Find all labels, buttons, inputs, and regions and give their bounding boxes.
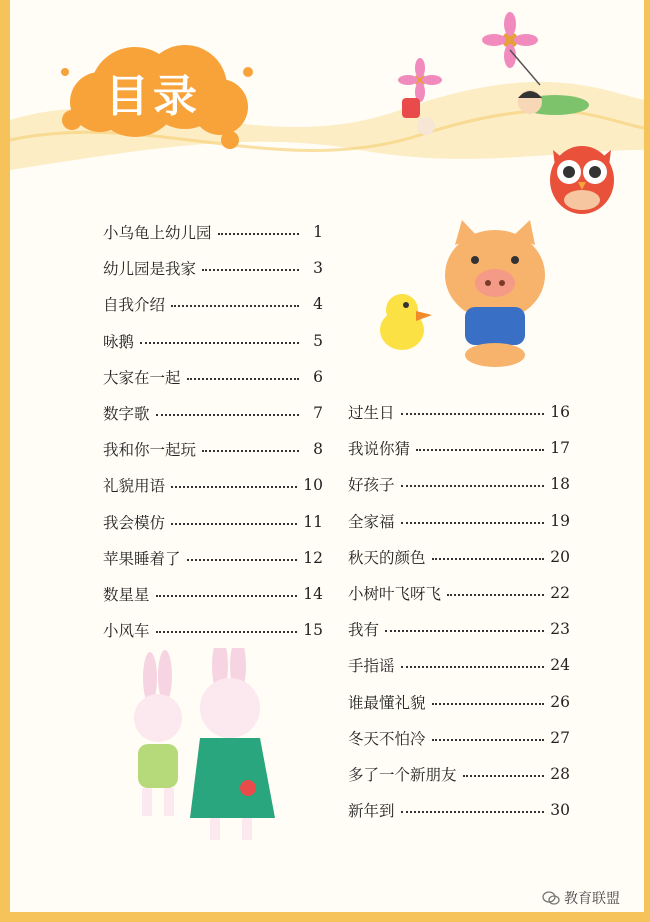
toc-entry-page: 4 bbox=[313, 295, 323, 314]
dot-leader bbox=[156, 595, 298, 597]
toc-entry-page: 11 bbox=[303, 512, 323, 531]
dot-leader bbox=[432, 703, 545, 705]
toc-entry-page: 27 bbox=[550, 728, 570, 747]
flower-icon bbox=[482, 12, 538, 68]
toc-entry bbox=[348, 507, 570, 535]
toc-entry bbox=[348, 796, 570, 824]
toc-entry-title: 小乌龟上幼儿园 bbox=[103, 224, 212, 242]
toc-entry bbox=[103, 435, 323, 463]
toc-entry-title: 新年到 bbox=[348, 802, 395, 821]
toc-entry-title: 谁最懂礼貌 bbox=[348, 693, 426, 712]
toc-entry-title: 自我介绍 bbox=[103, 296, 166, 315]
toc-entry-page: 8 bbox=[313, 440, 323, 459]
title-badge bbox=[60, 32, 260, 152]
toc-entry-title: 小树叶飞呀飞 bbox=[348, 585, 442, 603]
toc-entry bbox=[348, 724, 570, 752]
toc-entry bbox=[348, 688, 570, 716]
toc-entry-title: 冬天不怕冷 bbox=[348, 729, 426, 748]
toc-entry-page: 19 bbox=[550, 511, 570, 530]
toc-entry bbox=[348, 398, 570, 426]
rabbits-illustration bbox=[120, 648, 300, 848]
toc-entry-title: 小风车 bbox=[103, 622, 150, 641]
dot-leader bbox=[171, 486, 297, 488]
dot-leader bbox=[171, 523, 297, 525]
toc-entry-title: 我会模仿 bbox=[103, 513, 166, 532]
dot-leader bbox=[140, 342, 299, 344]
toc-entry bbox=[103, 399, 323, 427]
toc-entry bbox=[103, 290, 323, 318]
toc-entry bbox=[348, 543, 570, 571]
dot-leader bbox=[447, 594, 544, 596]
toc-entry-title: 苹果睡着了 bbox=[103, 549, 181, 568]
toc-entry-page: 12 bbox=[303, 548, 323, 567]
toc-entry-title: 手指谣 bbox=[348, 657, 395, 676]
flower-icon bbox=[398, 58, 442, 102]
dot-leader bbox=[202, 269, 299, 271]
toc-entry-title: 过生日 bbox=[348, 404, 395, 422]
dot-leader bbox=[401, 666, 545, 668]
toc-entry-page: 14 bbox=[303, 585, 323, 603]
toc-entry-title: 多了一个新朋友 bbox=[348, 766, 457, 784]
dot-leader bbox=[416, 449, 544, 451]
toc-entry bbox=[103, 218, 323, 246]
toc-entry bbox=[103, 254, 323, 282]
toc-entry-page: 22 bbox=[550, 584, 570, 602]
toc-entry-page: 17 bbox=[550, 439, 570, 458]
toc-entry-page: 10 bbox=[303, 476, 323, 495]
dot-leader bbox=[156, 414, 299, 416]
dot-leader bbox=[187, 378, 299, 380]
toc-entry-page: 3 bbox=[313, 259, 323, 278]
toc-entry-title: 咏鹅 bbox=[103, 332, 135, 351]
toc-entry-title: 全家福 bbox=[348, 512, 395, 531]
dot-leader bbox=[401, 485, 545, 487]
toc-entry-page: 1 bbox=[313, 223, 323, 241]
toc-entry-title: 数字歌 bbox=[103, 405, 150, 423]
toc-entry bbox=[348, 434, 570, 462]
flying-child-illustration bbox=[390, 10, 590, 140]
toc-entry-title: 好孩子 bbox=[348, 476, 395, 495]
toc-entry-title: 我说你猜 bbox=[348, 440, 411, 459]
toc-entry bbox=[103, 544, 323, 572]
toc-entry-title: 数星星 bbox=[103, 586, 150, 604]
toc-entry-title: 我有 bbox=[348, 621, 380, 640]
dot-leader bbox=[156, 631, 298, 633]
toc-entry-title: 秋天的颜色 bbox=[348, 548, 426, 567]
toc-entry-title: 大家在一起 bbox=[103, 368, 181, 387]
dot-leader bbox=[401, 413, 545, 415]
toc-entry bbox=[103, 580, 323, 608]
toc-entry bbox=[103, 508, 323, 536]
toc-entry-page: 18 bbox=[550, 475, 570, 494]
toc-entry bbox=[348, 615, 570, 643]
toc-entry-page: 24 bbox=[550, 656, 570, 675]
dot-leader bbox=[432, 558, 545, 560]
toc-entry-page: 16 bbox=[550, 403, 570, 421]
toc-entry-page: 7 bbox=[313, 404, 323, 422]
toc-entry bbox=[103, 616, 323, 644]
toc-entry-page: 5 bbox=[313, 331, 323, 350]
watermark-text: 教育联盟 bbox=[564, 891, 620, 907]
toc-entry bbox=[103, 327, 323, 355]
dot-leader bbox=[187, 559, 298, 561]
toc-entry-page: 15 bbox=[303, 621, 323, 640]
toc-entry-title: 我和你一起玩 bbox=[103, 441, 197, 460]
owl-icon bbox=[545, 138, 620, 216]
toc-entry-page: 6 bbox=[313, 367, 323, 386]
toc-entry bbox=[348, 470, 570, 498]
toc-entry-page: 30 bbox=[550, 801, 570, 820]
toc-entry-page: 26 bbox=[550, 692, 570, 711]
page-title: 目录 bbox=[105, 71, 201, 122]
dot-leader bbox=[401, 811, 545, 813]
toc-entry-page: 28 bbox=[550, 765, 570, 783]
pig-and-duck-illustration bbox=[360, 215, 560, 395]
toc-entry-page: 20 bbox=[550, 547, 570, 566]
wechat-icon bbox=[542, 891, 560, 905]
toc-entry bbox=[103, 471, 323, 499]
watermark bbox=[542, 888, 620, 908]
dot-leader bbox=[385, 630, 544, 632]
toc-entry bbox=[348, 579, 570, 607]
toc-entry-page: 23 bbox=[550, 620, 570, 639]
toc-entry bbox=[348, 651, 570, 679]
dot-leader bbox=[202, 450, 299, 452]
toc-entry-title: 幼儿园是我家 bbox=[103, 260, 197, 279]
dot-leader bbox=[171, 305, 299, 307]
dot-leader bbox=[218, 233, 299, 235]
toc-entry bbox=[103, 363, 323, 391]
toc-entry bbox=[348, 760, 570, 788]
dot-leader bbox=[401, 522, 545, 524]
toc-entry-title: 礼貌用语 bbox=[103, 477, 166, 496]
bottom-border bbox=[0, 912, 650, 922]
dot-leader bbox=[432, 739, 545, 741]
dot-leader bbox=[463, 775, 545, 777]
